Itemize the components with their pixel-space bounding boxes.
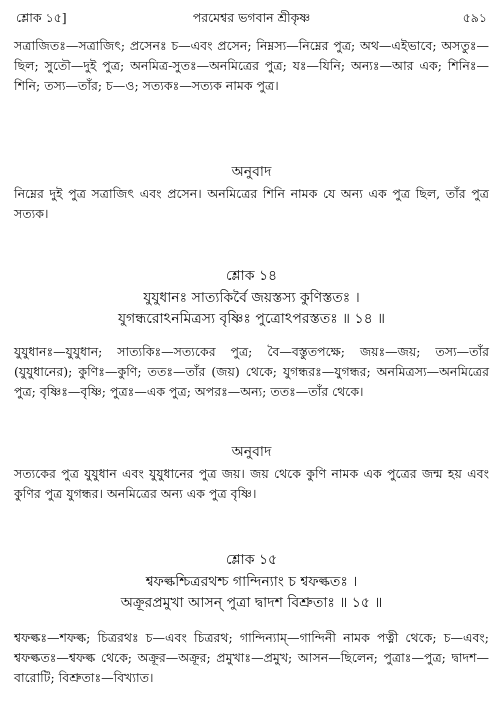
header-verse-ref: শ্লোক ১৫] (16, 10, 67, 25)
translation-heading: অনুবাদ (231, 444, 272, 460)
sloka-verse-15 (0, 572, 503, 614)
sloka-heading: শ্লোক ১৫ (225, 552, 278, 568)
header-title: পরমেশ্বর ভগবান শ্রীকৃষ্ণ (192, 10, 311, 25)
synonyms-block-15 (14, 628, 489, 688)
synonyms-block-14 (14, 342, 489, 402)
synonyms-block-13 (14, 36, 489, 96)
translation-heading: অনুবাদ (231, 164, 272, 180)
translation-paragraph: সত্যকের পুত্র যুযুধান এবং যুযুধানের পুত্র জয়। জয় থেকে কুণি নামক এক পুত্রের জন্ম হয় এবং কুণির পুত্র যুগন্ধর। অনমিত্রের অন্য এক পুত্র বৃষ্ণি। (14, 466, 489, 501)
verse-line: শ্বফল্কশ্চিত্ররথশ্চ গান্দিন্যাং চ শ্বফল্কতঃ । (145, 574, 358, 590)
verse-line: অক্রূরপ্রমুখা আসন্ পুত্রা দ্বাদশ বিশ্রুতাঃ ॥ ১৫ ॥ (120, 595, 383, 611)
translation-block-13 (14, 184, 489, 224)
synonyms-paragraph: শ্বফল্কঃ—শফল্ক; চিত্ররথঃ চ—এবং চিত্ররথ; গান্দিন্যাম্—গান্দিনী নামক পত্নী থেকে; চ—এবং; শ্বফল্কতঃ—শ্বফল্ক থেকে; অক্রূর—অক্রূর; প্রমুখাঃ—প্রমুখ; আসন—ছিলেন; পুত্রাঃ—পুত্র; দ্বাদশ—বারোটি; বিশ্রুতাঃ—বিখ্যাত। (14, 630, 489, 685)
verse-line: যুগন্ধরোঽনমিত্রস্য বৃষ্ণিঃ পুত্রোঽপরস্ততঃ ॥ ১৪ ॥ (117, 311, 386, 327)
sloka-verse-14 (0, 288, 503, 330)
page-header (16, 10, 487, 32)
verse-line: যুযুধানঃ সাত্যকির্বৈ জয়স্তস্য কুণিস্ততঃ । (143, 290, 360, 306)
synonyms-paragraph: সত্রাজিতঃ—সত্রাজিৎ; প্রসেনঃ চ—এবং প্রসেন; নিম্নস্য—নিম্নের পুত্র; অথ—এইভাবে; অসতুঃ—ছিল; সুতৌ—দুই পুত্র; অনমিত্র-সুতঃ—অনমিত্রের পুত্র; যঃ—যিনি; অন্যঃ—আর এক; শিনিঃ—শিনি; তস্য—তাঁর; চ—ও; সত্যকঃ—সত্যক নামক পুত্র। (14, 38, 489, 93)
page-number: ৫৯১ (462, 10, 487, 25)
translation-block-14 (14, 464, 489, 504)
sloka-heading: শ্লোক ১৪ (225, 268, 278, 284)
translation-paragraph: নিম্নের দুই পুত্র সত্রাজিৎ এবং প্রসেন। অনমিত্রের শিনি নামক যে অন্য এক পুত্র ছিল, তাঁর পুত্র সত্যক। (14, 186, 489, 221)
synonyms-paragraph: যুযুধানঃ—যুযুধান; সাত্যকিঃ—সত্যকের পুত্র; বৈ—বস্তুতপক্ষে; জয়ঃ—জয়; তস্য—তাঁর (যুযুধানের); কুণিঃ—কুণি; ততঃ—তাঁর (জয়) থেকে; যুগন্ধরঃ—যুগন্ধর; অনমিত্রস্য—অনমিত্রের পুত্র; বৃষ্ণিঃ—বৃষ্ণি; পুত্রঃ—এক পুত্র; অপরঃ—অন্য; ততঃ—তাঁর থেকে। (14, 344, 489, 399)
